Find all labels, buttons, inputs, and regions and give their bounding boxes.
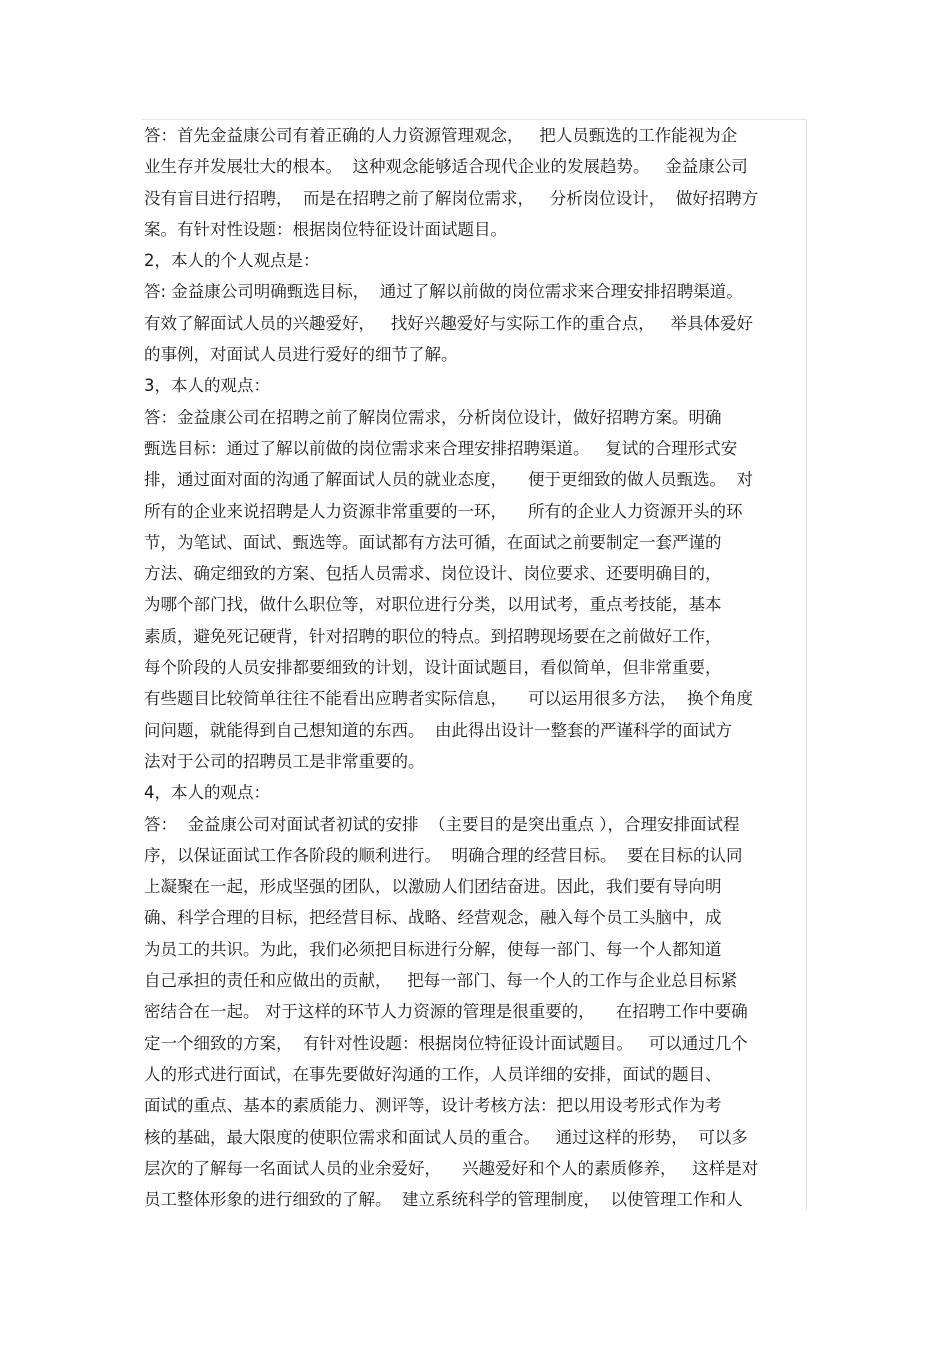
- text-line: 层次的了解每一名面试人员的业余爱好， 兴趣爱好和个人的素质修养， 这样是对: [144, 1158, 759, 1178]
- text-line: 问问题，就能得到自己想知道的东西。 由此得出设计一整套的严谨科学的面试方: [144, 720, 732, 740]
- text-line: 4，本人的观点：: [144, 783, 270, 803]
- text-line: 没有盲目进行招聘， 而是在招聘之前了解岗位需求， 分析岗位设计， 做好招聘方: [144, 188, 759, 208]
- text-line: 甄选目标：通过了解以前做的岗位需求来合理安排招聘渠道。 复试的合理形式安: [144, 438, 738, 458]
- text-line: 为员工的共识。为此，我们必须把目标进行分解，使每一部门、每一个人都知道: [144, 939, 722, 959]
- text-line: 定一个细致的方案， 有针对性设题：根据岗位特征设计面试题目。 可以通过几个: [144, 1033, 748, 1053]
- text-line: 2，本人的个人观点是：: [144, 251, 320, 271]
- text-line: 答： 金益康公司对面试者初试的安排 （主要目的是突出重点 ），合理安排面试程: [144, 814, 740, 834]
- text-line: 答：首先金益康公司有着正确的人力资源管理观念， 把人员甄选的工作能视为企: [144, 126, 738, 145]
- text-line: 方法、确定细致的方案、包括人员需求、岗位设计、岗位要求、还要明确目的，: [144, 564, 722, 584]
- text-line: 自己承担的责任和应做出的贡献， 把每一部门、每一个人的工作与企业总目标紧: [144, 971, 738, 991]
- text-line: 上凝聚在一起，形成坚强的团队，以激励人们团结奋进。因此，我们要有导向明: [144, 877, 722, 897]
- text-line: 素质，避免死记硬背，针对招聘的职位的特点。到招聘现场要在之前做好工作，: [144, 626, 722, 646]
- document-body: [144, 120, 808, 1215]
- text-line: 确、科学合理的目标，把经营目标、战略、经营观念，融入每个员工头脑中，成: [144, 908, 722, 928]
- text-line: 有效了解面试人员的兴趣爱好， 找好兴趣爱好与实际工作的重合点， 举具体爱好: [144, 313, 753, 333]
- text-line: 案。有针对性设题：根据岗位特征设计面试题目。: [144, 219, 507, 239]
- text-line: 有些题目比较简单往往不能看出应聘者实际信息， 可以运用很多方法， 换个角度: [144, 689, 753, 709]
- text-line: 3，本人的观点：: [144, 376, 270, 396]
- text-line: 答: 金益康公司明确甄选目标， 通过了解以前做的岗位需求来合理安排招聘渠道。: [144, 282, 743, 302]
- text-line: 序，以保证面试工作各阶段的顺利进行。 明确合理的经营目标。 要在目标的认同: [144, 845, 743, 865]
- text-line: 的事例，对面试人员进行爱好的细节了解。: [144, 345, 458, 365]
- text-line: 为哪个部门找，做什么职位等，对职位进行分类，以用试考，重点考技能，基本: [144, 595, 722, 615]
- text-line: 面试的重点、基本的素质能力、测评等，设计考核方法：把以用设考形式作为考: [144, 1096, 722, 1116]
- text-line: 人的形式进行面试，在事先要做好沟通的工作，人员详细的安排，面试的题目、: [144, 1064, 722, 1084]
- text-line: 节，为笔试、面试、甄选等。面试都有方法可循，在面试之前要制定一套严谨的: [144, 532, 722, 552]
- text-line: 员工整体形象的进行细致的了解。 建立系统科学的管理制度， 以使管理工作和人: [144, 1190, 743, 1210]
- text-line: 密结合在一起。 对于这样的环节人力资源的管理是很重要的， 在招聘工作中要确: [144, 1002, 748, 1022]
- text-line: 业生存并发展壮大的根本。 这种观念能够适合现代企业的发展趋势。 金益康公司: [144, 157, 748, 177]
- text-line: 法对于公司的招聘员工是非常重要的。: [144, 751, 425, 771]
- text-line: 所有的企业来说招聘是人力资源非常重要的一环， 所有的企业人力资源开头的环: [144, 501, 743, 521]
- text-line: 每个阶段的人员安排都要细致的计划，设计面试题目，看似简单，但非常重要，: [144, 658, 722, 678]
- text-line: 排，通过面对面的沟通了解面试人员的就业态度， 便于更细致的做人员甄选。 对: [144, 470, 753, 490]
- text-line: 核的基础，最大限度的使职位需求和面试人员的重合。 通过这样的形势， 可以多: [144, 1127, 748, 1147]
- text-line: 答：金益康公司在招聘之前了解岗位需求，分析岗位设计，做好招聘方案。明确: [144, 407, 722, 427]
